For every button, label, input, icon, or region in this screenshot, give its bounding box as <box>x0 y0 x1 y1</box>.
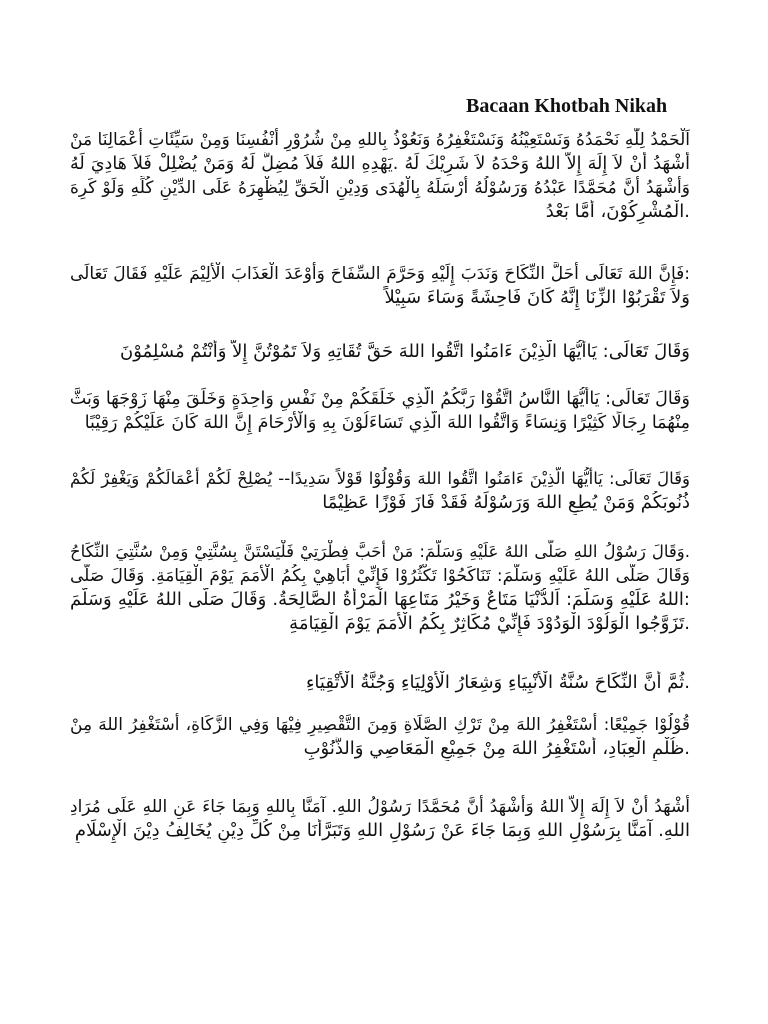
text-line: أَشْهَدُ أَنْ لاَ إِلَهَ إِلاَّ اللهُ وَحْدَهُ لاَ شَرِيْكَ لَهُ .يَهْدِهِ اللهُ فَلاَ مُضِلَّ لَهُ وَمَنْ يُضْلِلْ فَلاَ هَادِيَ لَهُ <box>70 154 690 174</box>
paragraph-an-nisa <box>70 387 690 435</box>
text-line: وَقَالَ صَلَّى اللهُ عَلَيْهِ وَسَلَّمَ: تَنَاكَحُوْا تَكْثُرُوْا فَإِنِّيْ أُبَاهِيْ بِكُمُ الْأُمَمَ يَوْمَ الْقِيَامَةِ. وَقَالَ صَلَّى <box>70 566 690 586</box>
paragraph-hadith <box>70 540 690 636</box>
text-line: .وَقَالَ رَسُوْلُ اللهِ صَلَّى اللهُ عَلَيْهِ وَسَلَّمَ: مَنْ أَحَبَّ فِطْرَتِيْ فَلْيَسْتَنَّ بِسُنَّتِيْ وَمِنْ سُنَّتِيَ النِّكَاحُ <box>70 542 690 561</box>
text-line: وَقَالَ تَعَالَى: يَاأَيُّهَا الَّذِيْنَ ءَامَنُوا اتَّقُوا اللهَ حَقَّ تُقَاتِهِ وَلاَ تَمُوْتُنَّ إِلاَّ وَأَنْتُمْ مُسْلِمُوْنَ <box>120 341 690 362</box>
paragraph-ali-imran <box>70 340 690 364</box>
text-line: .ثُمَّ أَنَّ النِّكَاحَ سُنَّةُ الْأَنْبِيَاءِ وَشِعَارُ الْأَوْلِيَاءِ وَجُنَّةُ الْأَتْقِيَاءِ <box>305 672 690 693</box>
paragraph-sunnah <box>70 671 690 695</box>
text-line: وَلاَ تَقْرَبُوْا الزِّنَا إِنَّهُ كَانَ فَاحِشَةً وَسَاءَ سَبِيْلاً <box>384 287 690 308</box>
text-line: مِنْهُمَا رِجَالًا كَثِيْرًا وَنِسَاءً وَاتَّقُوا اللهَ الَّذِي تَسَاءَلُوْنَ بِهِ وَالْأَرْحَامَ إِنَّ اللهَ كَانَ عَلَيْكُمْ رَقِيْبًا <box>84 413 690 433</box>
paragraph-al-ahzab <box>70 467 690 515</box>
text-line: وَقَالَ تَعَالَى: يَاأَيُّهَا الَّذِيْنَ ءَامَنُوا اتَّقُوا اللهَ وَقُوْلُوْا قَوْلاً سَدِيدًا-- يُصْلِحْ لَكُمْ أَعْمَالَكُمْ وَيَغْفِرْ لَكُمْ <box>70 469 690 488</box>
paragraph-opening <box>70 128 690 224</box>
text-line: :فَإِنَّ اللهَ تَعَالَى أَحَلَّ النِّكَاحَ وَنَدَبَ إِلَيْهِ وَحَرَّمَ السِّفَاحَ وَأَوْعَدَ الْعَذَابَ الْأَلِيْمَ عَلَيْهِ فَقَالَ تَعَالَى <box>70 264 690 284</box>
text-line: وَأَشْهَدُ أَنَّ مُحَمَّدًا عَبْدُهُ وَرَسُوْلُهُ أَرْسَلَهُ بِالْهُدَى وَدِيْنِ الْحَقِّ لِيُظْهِرَهُ عَلَى الدِّيْنِ كُلِّهِ وَلَوْ كَرِهَ <box>70 178 690 198</box>
paragraph-istighfar <box>70 713 690 761</box>
text-line: اَلْحَمْدُ لِلّٰهِ نَحْمَدُهُ وَنَسْتَعِيْنُهُ وَنَسْتَغْفِرُهُ وَنَعُوْذُ بِاللهِ مِنْ شُرُوْرِ أَنْفُسِنَا وَمِنْ سَيِّئَاتِ أَعْمَالِنَا مَنْ <box>70 130 690 150</box>
document-title: Bacaan Khotbah Nikah <box>466 95 668 117</box>
paragraph-nikah-intro <box>70 262 690 310</box>
text-line: أَشْهَدُ أَنْ لاَ إِلَهَ إِلاَّ اللهُ وَأَشْهَدُ أَنَّ مُحَمَّدًا رَسُوْلُ اللهِ. آمَنَّا بِاللهِ وَبِمَا جَاءَ عَنِ اللهِ عَلَى مُرَادِ <box>70 797 690 817</box>
text-line: .الْمُشْرِكُوْنَ، أَمَّا بَعْدُ <box>545 201 690 222</box>
text-line: قُوْلُوْا جَمِيْعًا: أَسْتَغْفِرُ اللهَ مِنْ تَرْكِ الصَّلَاةِ وَمِنَ التَّقْصِيرِ فِيْهَا وَفِي الزَّكَاةِ، أَسْتَغْفِرُ اللهَ مِنْ <box>70 715 690 735</box>
text-line: .تَزَوَّجُوا الْوَلُوْدَ الْوَدُوْدَ فَإِنِّيْ مُكَاثِرٌ بِكُمُ الْأُمَمَ يَوْمَ الْقِيَامَةِ <box>289 613 690 634</box>
text-line: :اللهُ عَلَيْهِ وَسَلَّمَ: اَلدُّنْيَا مَتَاعٌ وَخَيْرُ مَتَاعِهَا الْمَرْأَةُ الصَّالِحَةُ. وَقَالَ صَلَّى اللهُ عَلَيْهِ وَسَلَّمَ <box>70 589 690 610</box>
text-line: وَقَالَ تَعَالَى: يَاأَيُّهَا النَّاسُ اتَّقُوْا رَبَّكُمُ الَّذِي خَلَقَكُمْ مِنْ نَفْسٍ وَاحِدَةٍ وَخَلَقَ مِنْهَا زَوْجَهَا وَبَثَّ <box>70 389 690 409</box>
text-line: اللهِ. آمَنَّا بِرَسُوْلِ اللهِ وَبِمَا جَاءَ عَنْ رَسُوْلِ اللهِ وَتَبَرَّأْنَا مِنْ كُلِّ دِيْنٍ يُخَالِفُ دِيْنَ الْإِسْلَامِ <box>74 820 690 841</box>
text-line: .ظُلْمِ الْعِبَادِ، أَسْتَغْفِرُ اللهَ مِنْ جَمِيْعِ الْمَعَاصِي وَالذُّنُوْبِ <box>303 738 690 759</box>
text-line: ذُنُوبَكُمْ وَمَنْ يُطِعِ اللهَ وَرَسُوْلَهُ فَقَدْ فَازَ فَوْزًا عَظِيْمًا <box>322 492 690 513</box>
paragraph-syahadat <box>70 795 690 843</box>
